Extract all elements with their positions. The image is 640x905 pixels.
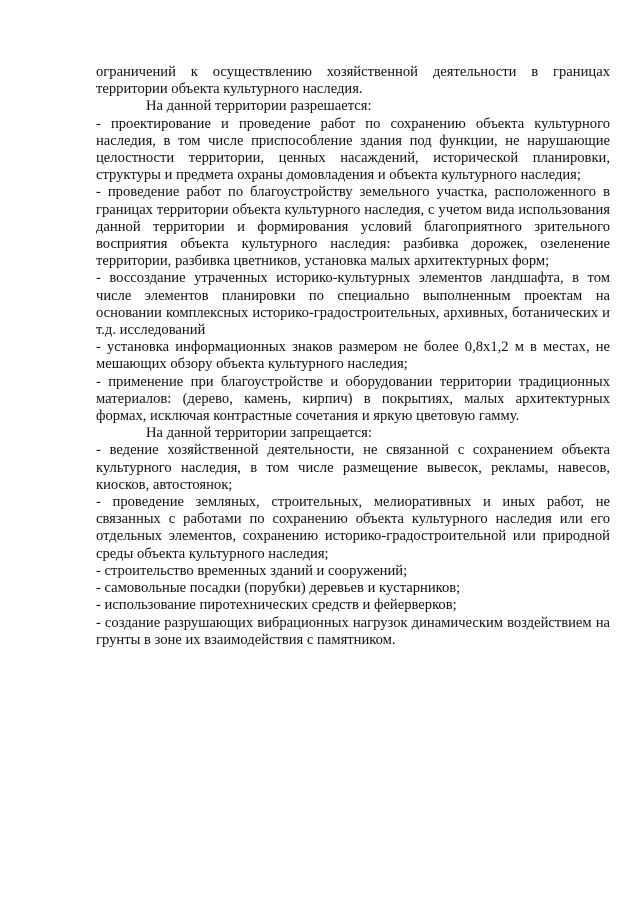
permitted-item-preservation-works: - проектирование и проведение работ по сохранению объекта культурного наследия, в том числе приспособление здания под функции, не нарушающие целостности территории, ценных насаждений, исторической планировки, структуры и предмета охраны домовладения и объекта культурного наследия;: [96, 115, 610, 184]
permitted-item-reconstruction: - воссоздание утраченных историко-культурных элементов ландшафта, в том числе элементов планировки по специально выполненным проектам на основании комплексных историко-градостроительных, архивных, ботанических и т.д. исследований: [96, 270, 610, 339]
document-page: [96, 64, 610, 649]
prohibited-heading: На данной территории запрещается:: [146, 425, 372, 442]
prohibited-item-earthworks: - проведение земляных, строительных, мелиоративных и иных работ, не связанных с работами по сохранению объекта культурного наследия или его отдельных элементов, сохранению историко-градостроительной или природной среды объекта культурного наследия;: [96, 494, 610, 562]
prohibited-item-economic-activity: - ведение хозяйственной деятельности, не связанной с сохранением объекта культурного наследия, в том числе размещение вывесок, рекламы, навесов, киосков, автостоянок;: [96, 442, 610, 493]
permitted-item-info-signs: - установка информационных знаков размером не более 0,8х1,2 м в местах, не мешающих обзору объекта культурного наследия;: [96, 339, 610, 373]
prohibited-item-temporary-buildings: - строительство временных зданий и сооружений;: [96, 562, 408, 579]
prohibited-item-unauthorized-planting: - самовольные посадки (порубки) деревьев и кустарников;: [96, 580, 461, 597]
prohibited-item-pyrotechnics: - использование пиротехнических средств и фейерверков;: [96, 597, 457, 614]
permitted-item-landscaping: - проведение работ по благоустройству земельного участка, расположенного в границах территории объекта культурного наследия, с учетом вида использования данной территории и формирования условий благоприятного зрительного восприятия объекта культурного наследия: разбивка дорожек, озеленение территории, разбивка цветников, установка малых архитектурных форм;: [96, 184, 610, 270]
permitted-heading: На данной территории разрешается:: [146, 98, 372, 115]
prohibited-item-vibration-loads: - создание разрушающих вибрационных нагрузок динамическим воздействием на грунты в зоне их взаимодействия с памятником.: [96, 614, 610, 648]
paragraph-intro-continuation: ограничений к осуществлению хозяйственной деятельности в границах территории объекта культурного наследия.: [96, 64, 610, 98]
permitted-item-traditional-materials: - применение при благоустройстве и оборудовании территории традиционных материалов: (дерево, камень, кирпич) в покрытиях, малых архитектурных формах, исключая контрастные сочетания и яркую цветовую гамму.: [96, 373, 610, 425]
